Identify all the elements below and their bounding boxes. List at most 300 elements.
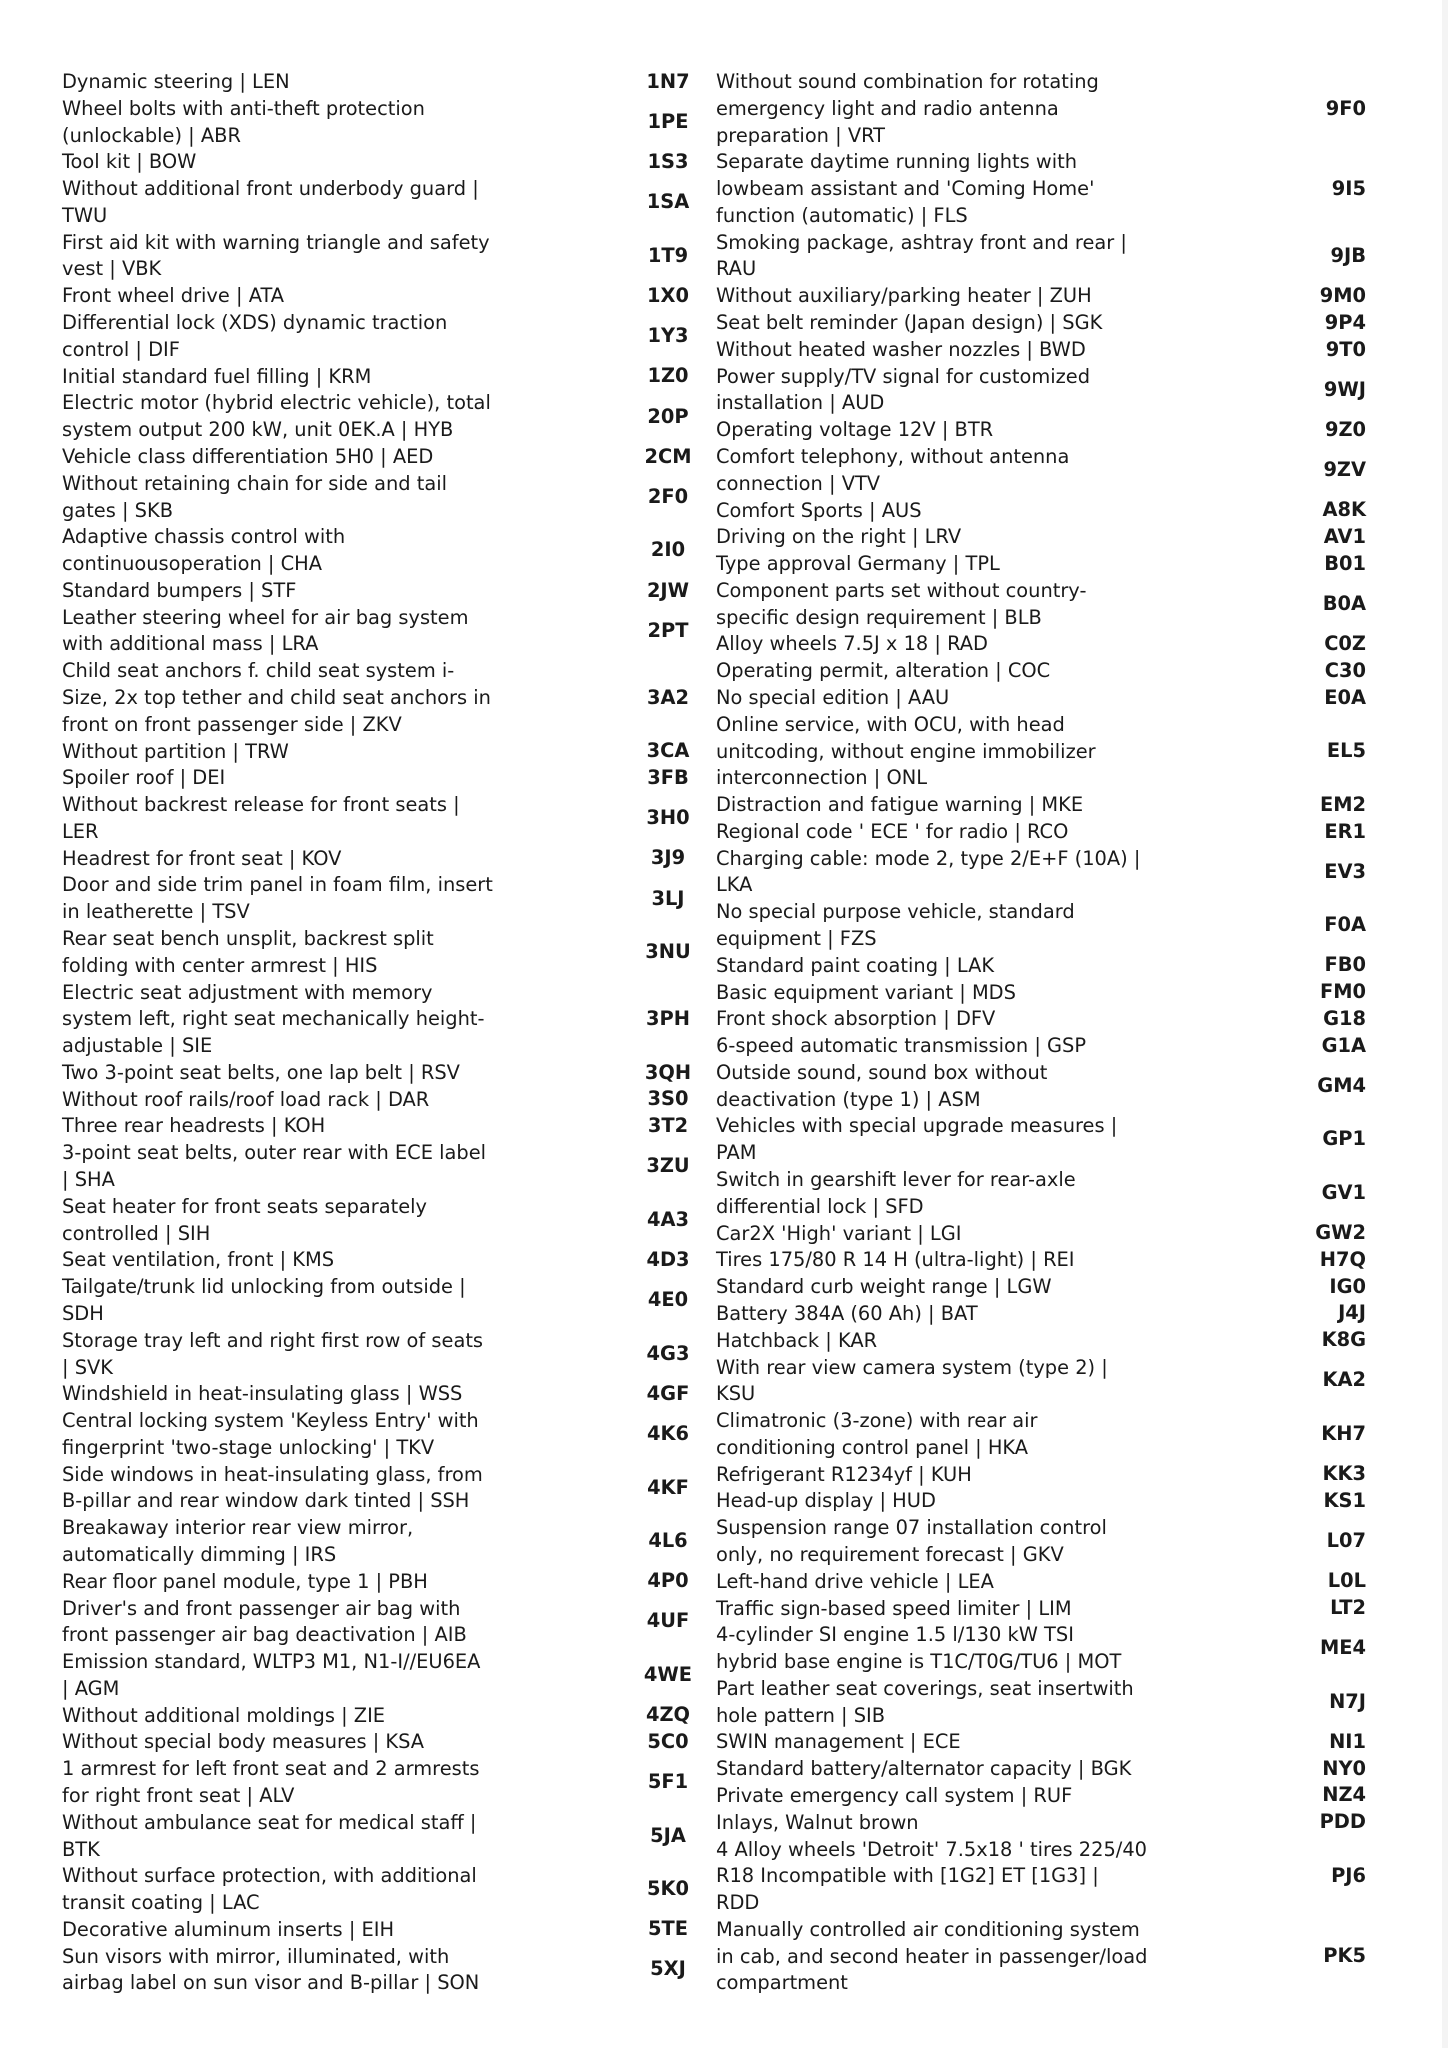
left-entry-line: LER <box>62 819 99 843</box>
left-entry-line: Without additional moldings | ZIE <box>62 1703 386 1727</box>
left-entry <box>62 1194 524 1248</box>
right-code: B01 <box>1324 551 1366 575</box>
left-code: 4KF <box>647 1475 689 1499</box>
left-entry-line: Without roof rails/roof load rack | DAR <box>62 1087 430 1111</box>
left-code-column <box>628 69 708 1997</box>
left-entry-line: Three rear headrests | KOH <box>62 1114 326 1138</box>
left-entry <box>62 980 524 1060</box>
left-entry-line: Electric seat adjustment with memory <box>62 980 433 1004</box>
left-entry-line: Vehicle class differentiation 5H0 | AED <box>62 444 434 468</box>
right-entry-line: Regional code ' ECE ' for radio | RCO <box>716 819 1069 843</box>
right-code: C0Z <box>1324 632 1366 656</box>
left-entry <box>62 471 524 525</box>
right-entry-line: Vehicles with special upgrade measures | <box>716 1114 1118 1138</box>
right-code: C30 <box>1324 658 1366 682</box>
right-entry-line: Smoking package, ashtray front and rear | <box>716 230 1127 254</box>
left-entry-line: Breakaway interior rear view mirror, <box>62 1516 414 1540</box>
right-entry-line: interconnection | ONL <box>716 766 928 790</box>
right-code: 9M0 <box>1319 284 1366 308</box>
right-code: KK3 <box>1322 1462 1366 1486</box>
left-entry <box>62 1113 524 1140</box>
right-entry <box>716 1622 1176 1676</box>
left-code: 1SA <box>646 190 690 214</box>
right-entry <box>716 899 1176 953</box>
left-entry-line: Leather steering wheel for air bag system <box>62 605 469 629</box>
right-entry-line: SWIN management | ECE <box>716 1730 961 1754</box>
right-code: PJ6 <box>1331 1863 1366 1887</box>
right-code: 9P4 <box>1324 310 1366 334</box>
left-code: 3T2 <box>647 1114 689 1138</box>
left-code: 4K6 <box>646 1421 689 1445</box>
left-entry <box>62 872 524 926</box>
left-entry <box>62 1140 524 1194</box>
left-entry-line: Two 3-point seat belts, one lap belt | RSV <box>62 1060 460 1084</box>
right-code-column <box>1258 69 1366 1997</box>
left-entry-line: Rear floor panel module, type 1 | PBH <box>62 1569 428 1593</box>
right-code: EM2 <box>1319 792 1366 816</box>
right-entry-line: differential lock | SFD <box>716 1194 924 1218</box>
left-entry <box>62 1408 524 1462</box>
right-entry-line: Left-hand drive vehicle | LEA <box>716 1569 994 1593</box>
left-entry-line: Driver's and front passenger air bag with <box>62 1596 461 1620</box>
left-code: 4L6 <box>648 1529 688 1553</box>
left-entry-line: Size, 2x top tether and child seat anchors in <box>62 685 491 709</box>
right-entry-line: Manually controlled air conditioning system <box>716 1917 1140 1941</box>
left-code: 3NU <box>645 940 691 964</box>
left-entry-line: Dynamic steering | LEN <box>62 70 290 93</box>
left-entry-line: Without additional front underbody guard | <box>62 177 479 201</box>
right-entry-line: Car2X 'High' variant | LGI <box>716 1221 962 1245</box>
right-code: EL5 <box>1326 739 1366 763</box>
left-code: 1N7 <box>646 70 690 93</box>
right-code: GW2 <box>1315 1221 1366 1245</box>
left-entry <box>62 792 524 846</box>
right-code: L0L <box>1327 1569 1366 1593</box>
right-code: NY0 <box>1322 1756 1366 1780</box>
right-entry-line: Comfort telephony, without antenna <box>716 444 1070 468</box>
right-entry-line: Battery 384A (60 Ah) | BAT <box>716 1301 978 1325</box>
left-entry <box>62 658 524 738</box>
right-entry <box>716 149 1176 229</box>
right-code: 9WJ <box>1323 377 1366 401</box>
right-entry <box>716 792 1176 819</box>
left-entry <box>62 1274 524 1328</box>
right-entry-line: Component parts set without country- <box>716 578 1087 602</box>
right-entry <box>716 1837 1176 1917</box>
right-entry-line: Alloy wheels 7.5J x 18 | RAD <box>716 632 988 656</box>
right-entry <box>716 1729 1176 1756</box>
left-code: 4UF <box>646 1609 690 1633</box>
right-code: L07 <box>1326 1528 1366 1552</box>
right-entry <box>716 1167 1176 1221</box>
right-code: 9I5 <box>1331 177 1366 201</box>
left-entry <box>62 1462 524 1516</box>
right-entry-line: 6-speed automatic transmission | GSP <box>716 1034 1087 1058</box>
left-entry <box>62 926 524 980</box>
left-code: 2CM <box>644 444 692 468</box>
right-entry-line: Without sound combination for rotating <box>716 70 1099 93</box>
right-code: FM0 <box>1319 980 1366 1004</box>
right-entry <box>716 1006 1176 1033</box>
left-entry-line: (unlockable) | ABR <box>62 123 241 147</box>
right-code: F0A <box>1324 913 1366 937</box>
right-entry-line: Online service, with OCU, with head <box>716 712 1065 736</box>
right-entry-line: Seat belt reminder (Japan design) | SGK <box>716 311 1103 335</box>
left-code: 5TE <box>648 1917 688 1941</box>
right-entry-line: lowbeam assistant and 'Coming Home' <box>716 177 1095 201</box>
right-code: PK5 <box>1323 1943 1366 1967</box>
right-entry <box>716 230 1176 284</box>
left-entry-line: system left, right seat mechanically height- <box>62 1007 485 1031</box>
left-entry <box>62 1756 524 1810</box>
left-entry <box>62 444 524 471</box>
left-code: 2JW <box>646 578 690 602</box>
right-code: ER1 <box>1324 819 1366 843</box>
right-entry-line: LKA <box>716 873 753 897</box>
right-entry-line: specific design requirement | BLB <box>716 605 1042 629</box>
right-entry <box>716 417 1176 444</box>
right-entry-line: equipment | FZS <box>716 927 877 950</box>
right-entry-line: Outside sound, sound box without <box>716 1060 1048 1084</box>
left-code: 4G3 <box>646 1341 690 1365</box>
right-entry-line: Tires 175/80 R 14 H (ultra-light) | REI <box>716 1248 1075 1272</box>
right-entry-line: Hatchback | KAR <box>716 1328 878 1352</box>
right-code: 9ZV <box>1323 458 1366 482</box>
right-entry-line: Type approval Germany | TPL <box>716 552 1000 576</box>
right-entry-line: PAM <box>716 1141 757 1165</box>
right-entry <box>716 498 1176 525</box>
right-entry-line: Distraction and fatigue warning | MKE <box>716 793 1084 817</box>
left-entry-line: transit coating | LAC <box>62 1891 260 1915</box>
left-code: 3LJ <box>651 886 685 910</box>
right-entry-line: Driving on the right | LRV <box>716 525 962 549</box>
right-entry <box>716 1810 1176 1837</box>
left-entry-line: Wheel bolts with anti-theft protection <box>62 96 425 120</box>
right-entry-line: emergency light and radio antenna <box>716 96 1059 120</box>
right-code: PDD <box>1319 1810 1366 1834</box>
right-entry <box>716 524 1176 551</box>
right-code: KA2 <box>1322 1368 1366 1392</box>
left-entry <box>62 739 524 766</box>
right-code: LT2 <box>1330 1595 1366 1619</box>
left-code: 1X0 <box>647 284 689 308</box>
right-entry <box>716 578 1176 632</box>
left-entry <box>62 846 524 873</box>
left-code: 2PT <box>647 618 689 642</box>
right-entry <box>716 1515 1176 1569</box>
left-entry <box>62 283 524 310</box>
right-entry <box>716 337 1176 364</box>
left-entry-line: Storage tray left and right first row of seats <box>62 1328 484 1352</box>
right-entry <box>716 1060 1176 1114</box>
left-entry-line: continuousoperation | CHA <box>62 552 322 576</box>
right-entry-line: installation | AUD <box>716 391 885 415</box>
right-entry-line: Charging cable: mode 2, type 2/E+F (10A) | <box>716 846 1141 870</box>
right-entry <box>716 712 1176 792</box>
left-entry-line: Adaptive chassis control with <box>62 525 346 549</box>
left-entry-line: automatically dimming | IRS <box>62 1542 337 1566</box>
left-entry-line: TWU <box>62 203 108 227</box>
left-entry-line: Rear seat bench unsplit, backrest split <box>62 927 434 950</box>
left-code: 5JA <box>650 1823 686 1847</box>
left-entry <box>62 1703 524 1730</box>
left-entry <box>62 1810 524 1864</box>
right-entry-line: Operating voltage 12V | BTR <box>716 418 994 442</box>
left-entry <box>62 1381 524 1408</box>
left-code: 5C0 <box>647 1729 689 1753</box>
left-entry-line: Spoiler roof | DEI <box>62 766 226 790</box>
left-code: 2I0 <box>650 538 686 562</box>
right-code: G1A <box>1321 1033 1366 1057</box>
right-code: N7J <box>1329 1689 1366 1713</box>
left-entry-line: Without retaining chain for side and tail <box>62 471 448 495</box>
left-code: 5XJ <box>650 1957 686 1981</box>
left-code: 1Z0 <box>647 364 689 388</box>
left-entry-line: Front wheel drive | ATA <box>62 284 285 308</box>
right-code: 9T0 <box>1325 337 1366 361</box>
right-entry-line: deactivation (type 1) | ASM <box>716 1087 981 1111</box>
left-code: 3A2 <box>647 685 689 709</box>
page-edge <box>1442 0 1448 2048</box>
right-code: GP1 <box>1322 1127 1366 1151</box>
left-entry <box>62 578 524 605</box>
left-entry-line: Headrest for front seat | KOV <box>62 846 342 870</box>
right-code: AV1 <box>1323 525 1366 549</box>
right-entry-line: With rear view camera system (type 2) | <box>716 1355 1108 1379</box>
right-entry-line: Without heated washer nozzles | BWD <box>716 337 1086 361</box>
right-entry-line: Standard battery/alternator capacity | BGK <box>716 1757 1132 1781</box>
left-code: 3H0 <box>646 806 690 830</box>
left-entry-line: | SVK <box>62 1355 113 1379</box>
right-entry <box>716 1113 1176 1167</box>
left-entry <box>62 1060 524 1087</box>
right-entry-line: 4-cylinder SI engine 1.5 l/130 kW TSI <box>716 1623 1074 1647</box>
right-entry <box>716 444 1176 498</box>
right-entry-line: Suspension range 07 installation control <box>716 1516 1107 1540</box>
left-entry-line: Without special body measures | KSA <box>62 1730 425 1754</box>
left-code: 4E0 <box>647 1288 689 1312</box>
right-entry-line: hole pattern | SIB <box>716 1703 886 1727</box>
left-entry <box>62 1944 524 1998</box>
left-code: 3S0 <box>647 1087 689 1111</box>
left-code: 3FB <box>647 766 689 790</box>
right-code: NZ4 <box>1322 1783 1366 1807</box>
left-entry-line: Door and side trim panel in foam film, insert <box>62 873 493 897</box>
right-entry-line: compartment <box>716 1971 848 1995</box>
left-entry-line: with additional mass | LRA <box>62 632 319 656</box>
left-entry-line: fingerprint 'two-stage unlocking' | TKV <box>62 1435 435 1459</box>
left-code: 2F0 <box>647 484 689 508</box>
right-entry-line: unitcoding, without engine immobilizer <box>716 739 1096 763</box>
right-entry <box>716 1247 1176 1274</box>
right-code: IG0 <box>1329 1274 1366 1298</box>
right-entry-line: conditioning control panel | HKA <box>716 1435 1029 1459</box>
right-entry-line: preparation | VRT <box>716 123 886 147</box>
right-code: GV1 <box>1321 1180 1366 1204</box>
right-entry-line: Power supply/TV signal for customized <box>716 364 1091 388</box>
right-code: 9F0 <box>1325 96 1366 120</box>
left-entry <box>62 1515 524 1569</box>
left-code: 1PE <box>647 110 689 134</box>
left-entry <box>62 1569 524 1596</box>
left-entry-line: Emission standard, WLTP3 M1, N1-I//EU6EA <box>62 1650 481 1674</box>
left-entry-line: Without ambulance seat for medical staff | <box>62 1810 477 1834</box>
left-entry <box>62 1247 524 1274</box>
right-code: A8K <box>1322 498 1366 522</box>
right-entry <box>716 551 1176 578</box>
right-entry <box>716 1355 1176 1409</box>
left-entry-line: front on front passenger side | ZKV <box>62 712 402 736</box>
right-code: J4J <box>1338 1301 1366 1325</box>
right-entry-line: No special edition | AAU <box>716 685 950 709</box>
left-entry-line: Initial standard fuel filling | KRM <box>62 364 372 388</box>
right-entry <box>716 1408 1176 1462</box>
left-entry-line: 1 armrest for left front seat and 2 armrests <box>62 1757 480 1781</box>
left-code: 4GF <box>646 1381 690 1405</box>
left-entry-line: Without partition | TRW <box>62 739 289 763</box>
left-entry-line: Decorative aluminum inserts | EIH <box>62 1917 395 1941</box>
left-entry <box>62 524 524 578</box>
left-entry <box>62 1596 524 1650</box>
right-entry <box>716 1783 1176 1810</box>
right-entry-line: RAU <box>716 257 757 281</box>
right-entry-line: Switch in gearshift lever for rear-axle <box>716 1168 1076 1192</box>
right-entry <box>716 953 1176 980</box>
right-entry <box>716 685 1176 712</box>
right-code: KH7 <box>1321 1421 1366 1445</box>
left-entry-line: | AGM <box>62 1676 120 1700</box>
left-entry-line: Windshield in heat-insulating glass | WSS <box>62 1382 463 1406</box>
right-entry-line: No special purpose vehicle, standard <box>716 900 1075 924</box>
right-code: KS1 <box>1323 1488 1366 1512</box>
right-entry-line: Climatronic (3-zone) with rear air <box>716 1409 1038 1433</box>
right-entry-line: Traffic sign-based speed limiter | LIM <box>716 1596 1072 1620</box>
left-entry <box>62 605 524 659</box>
right-entry-line: Inlays, Walnut brown <box>716 1810 919 1834</box>
left-entry-line: Tool kit | BOW <box>62 150 197 174</box>
right-entry-line: only, no requirement forecast | GKV <box>716 1542 1064 1566</box>
left-entry-line: controlled | SIH <box>62 1221 211 1245</box>
right-entry-line: RDD <box>716 1891 760 1915</box>
left-entry <box>62 390 524 444</box>
left-entry-line: system output 200 kW, unit 0EK.A | HYB <box>62 418 454 442</box>
right-entry-line: function (automatic) | FLS <box>716 203 968 227</box>
right-code: FB0 <box>1324 953 1366 977</box>
left-code: 4WE <box>643 1662 693 1686</box>
left-entry <box>62 176 524 230</box>
left-code: 20P <box>647 404 689 428</box>
left-code: 4D3 <box>646 1247 690 1271</box>
left-entry-line: Without surface protection, with additional <box>62 1864 477 1888</box>
left-code: 3CA <box>646 739 690 763</box>
right-entry <box>716 1756 1176 1783</box>
left-description-column <box>62 69 524 1997</box>
right-code: GM4 <box>1317 1073 1366 1097</box>
right-entry <box>716 1328 1176 1355</box>
left-entry-line: Without backrest release for front seats | <box>62 793 460 817</box>
right-entry-line: Basic equipment variant | MDS <box>716 980 1016 1004</box>
left-code: 5K0 <box>646 1877 689 1901</box>
left-code: 3J9 <box>650 846 686 870</box>
right-entry <box>716 1033 1176 1060</box>
left-entry-line: for right front seat | ALV <box>62 1784 295 1807</box>
left-entry <box>62 1917 524 1944</box>
left-entry <box>62 364 524 391</box>
left-entry-line: folding with center armrest | HIS <box>62 953 378 977</box>
right-entry <box>716 1462 1176 1489</box>
right-entry <box>716 631 1176 658</box>
right-entry-line: Head-up display | HUD <box>716 1489 936 1513</box>
left-entry <box>62 1863 524 1917</box>
right-entry-line: connection | VTV <box>716 471 881 495</box>
left-entry <box>62 96 524 150</box>
left-entry-line: Tailgate/trunk lid unlocking from outside | <box>62 1275 466 1299</box>
left-code: 3PH <box>646 1007 690 1030</box>
right-entry <box>716 283 1176 310</box>
right-entry <box>716 1274 1176 1301</box>
left-entry <box>62 310 524 364</box>
right-code: 9Z0 <box>1324 418 1366 442</box>
right-entry-line: Private emergency call system | RUF <box>716 1784 1073 1807</box>
right-entry <box>716 658 1176 685</box>
left-entry-line: SDH <box>62 1301 104 1325</box>
left-entry-line: B-pillar and rear window dark tinted | SSH <box>62 1489 470 1513</box>
left-entry-line: airbag label on sun visor and B-pillar | SON <box>62 1971 480 1995</box>
right-entry-line: Comfort Sports | AUS <box>716 498 922 522</box>
left-code: 4A3 <box>647 1207 689 1231</box>
left-entry-line: Seat heater for front seats separately <box>62 1194 428 1218</box>
right-code: NI1 <box>1329 1729 1366 1753</box>
left-entry-line: 3-point seat belts, outer rear with ECE label <box>62 1141 487 1165</box>
right-entry-line: Standard paint coating | LAK <box>716 953 995 977</box>
left-entry-line: Standard bumpers | STF <box>62 578 297 602</box>
right-entry-line: Standard curb weight range | LGW <box>716 1275 1052 1299</box>
right-code: EV3 <box>1324 859 1366 883</box>
right-entry <box>716 846 1176 900</box>
left-entry <box>62 1729 524 1756</box>
left-entry-line: Seat ventilation, front | KMS <box>62 1248 335 1272</box>
right-entry <box>716 1221 1176 1248</box>
left-entry-line: Electric motor (hybrid electric vehicle), total <box>62 391 491 415</box>
right-entry <box>716 1569 1176 1596</box>
right-entry-line: Operating permit, alteration | COC <box>716 659 1051 683</box>
right-entry <box>716 1596 1176 1623</box>
right-code: H7Q <box>1319 1247 1366 1271</box>
left-entry-line: gates | SKB <box>62 498 174 522</box>
left-entry-line: | SHA <box>62 1168 115 1192</box>
left-entry-line: control | DIF <box>62 337 180 361</box>
left-code: 4ZQ <box>645 1703 691 1727</box>
left-entry <box>62 765 524 792</box>
right-code: B0A <box>1322 592 1366 616</box>
right-entry <box>716 1488 1176 1515</box>
left-code: 1S3 <box>647 150 689 174</box>
right-code: ME4 <box>1319 1636 1366 1660</box>
left-entry <box>62 69 524 96</box>
left-entry <box>62 1649 524 1703</box>
right-entry <box>716 819 1176 846</box>
left-entry-line: Side windows in heat-insulating glass, from <box>62 1462 483 1486</box>
left-code: 5F1 <box>647 1769 689 1793</box>
left-entry <box>62 1328 524 1382</box>
left-entry-line: vest | VBK <box>62 257 162 281</box>
right-entry <box>716 980 1176 1007</box>
right-code: K8G <box>1321 1328 1366 1352</box>
right-entry-line: 4 Alloy wheels 'Detroit' 7.5x18 ' tires 225/40 <box>716 1837 1147 1861</box>
right-entry-line: R18 Incompatible with [1G2] ET [1G3] | <box>716 1864 1099 1888</box>
right-entry <box>716 1676 1176 1730</box>
left-code: 3ZU <box>646 1154 690 1178</box>
